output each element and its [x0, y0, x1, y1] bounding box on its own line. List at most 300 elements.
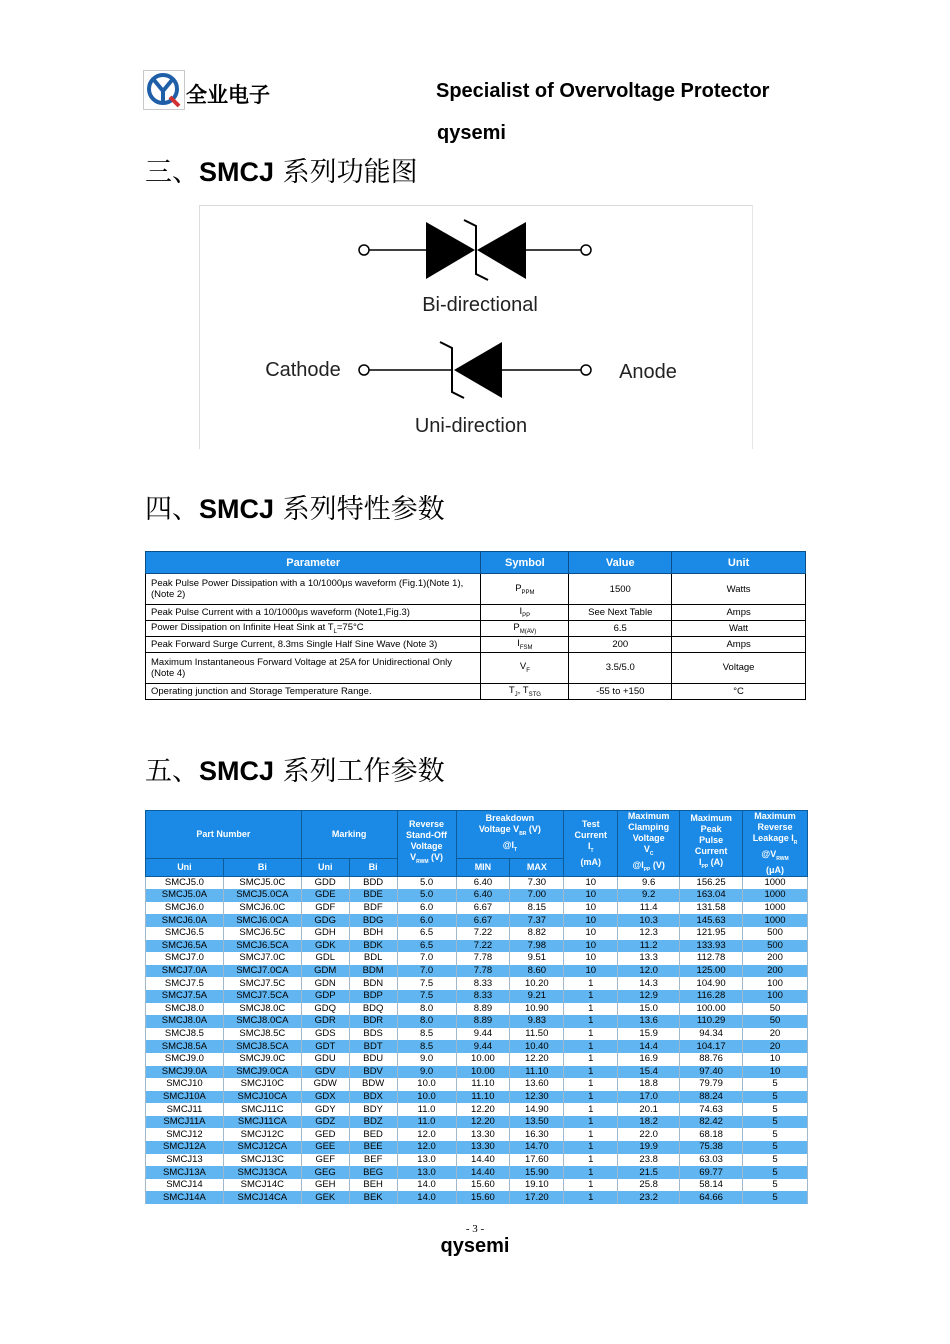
- table-cell: 5: [743, 1179, 808, 1192]
- table-cell: 6.0: [397, 902, 456, 915]
- table-cell: SMCJ12A: [146, 1141, 224, 1154]
- table-row: [146, 652, 806, 683]
- table-cell: GDP: [301, 990, 349, 1003]
- table-cell: 9.44: [456, 1040, 510, 1053]
- table-cell: 13.6: [618, 1015, 680, 1028]
- table-cell: SMCJ6.5A: [146, 940, 224, 953]
- table-cell: 8.89: [456, 1003, 510, 1016]
- symbol-cell: $I_{FSM}$: [481, 636, 569, 652]
- table-cell: 6.5: [397, 940, 456, 953]
- table-cell: 10: [564, 965, 618, 978]
- table-cell: 58.14: [680, 1179, 743, 1192]
- table-cell: 15.9: [618, 1028, 680, 1041]
- section-number: 四、: [145, 494, 199, 525]
- table-cell: SMCJ8.5A: [146, 1040, 224, 1053]
- table-row: [146, 914, 808, 927]
- table-cell: SMCJ7.5CA: [223, 990, 301, 1003]
- table-cell: 200: [743, 965, 808, 978]
- table-cell: SMCJ5.0: [146, 876, 224, 889]
- table-cell: 5: [743, 1103, 808, 1116]
- subheader-max: MAX: [510, 858, 564, 876]
- table-cell: 1: [564, 1191, 618, 1204]
- table-cell: 110.29: [680, 1015, 743, 1028]
- table-row: [146, 902, 808, 915]
- section-title-operating-parameters: [145, 749, 445, 788]
- table-cell: SMCJ13CA: [223, 1166, 301, 1179]
- table-cell: BDE: [349, 889, 397, 902]
- table-cell: 94.34: [680, 1028, 743, 1041]
- table-cell: SMCJ11A: [146, 1116, 224, 1129]
- table-cell: BDV: [349, 1066, 397, 1079]
- table-cell: 104.90: [680, 977, 743, 990]
- table-cell: SMCJ7.5A: [146, 990, 224, 1003]
- column-header-peak-current: Maximum Peak Pulse Current $I_{PP}$ (A): [680, 811, 743, 877]
- table-cell: 13.60: [510, 1078, 564, 1091]
- table-cell: 11.10: [510, 1066, 564, 1079]
- table-cell: 7.22: [456, 940, 510, 953]
- table-cell: 11.0: [397, 1103, 456, 1116]
- table-cell: 6.0: [397, 914, 456, 927]
- table-cell: 10.20: [510, 977, 564, 990]
- table-cell: 1: [564, 1128, 618, 1141]
- table-cell: 5: [743, 1078, 808, 1091]
- table-cell: 10: [564, 927, 618, 940]
- table-cell: 16.30: [510, 1128, 564, 1141]
- table-cell: BDX: [349, 1091, 397, 1104]
- table-cell: SMCJ10C: [223, 1078, 301, 1091]
- table-cell: SMCJ9.0A: [146, 1066, 224, 1079]
- table-cell: 74.63: [680, 1103, 743, 1116]
- table-row: [146, 940, 808, 953]
- table-cell: 131.58: [680, 902, 743, 915]
- table-cell: BEE: [349, 1141, 397, 1154]
- table-cell: 9.83: [510, 1015, 564, 1028]
- table-cell: 9.21: [510, 990, 564, 1003]
- table-cell: 5: [743, 1128, 808, 1141]
- table-cell: GDH: [301, 927, 349, 940]
- table-cell: 25.8: [618, 1179, 680, 1192]
- table-cell: 7.78: [456, 965, 510, 978]
- table-cell: 50: [743, 1003, 808, 1016]
- table-cell: 64.66: [680, 1191, 743, 1204]
- table-cell: BEF: [349, 1154, 397, 1167]
- column-header-breakdown: Breakdown Voltage $V_{BR}$ (V) $@I_T$: [456, 811, 564, 859]
- symbol-cell: $P_{PPM}$: [481, 574, 569, 605]
- param-cell: Maximum Instantaneous Forward Voltage at 25A for Unidirectional Only (Note 4): [146, 652, 481, 683]
- table-cell: 1000: [743, 902, 808, 915]
- operating-parameters-table-wrapper: [145, 810, 808, 1203]
- table-cell: GDF: [301, 902, 349, 915]
- table-cell: 1: [564, 1103, 618, 1116]
- column-header-clamping-voltage: Maximum Clamping Voltage $V_C$ $@I_{PP}$ (V): [618, 811, 680, 877]
- table-cell: BDR: [349, 1015, 397, 1028]
- page-number: - 3 -: [465, 1223, 485, 1235]
- table-cell: 88.24: [680, 1091, 743, 1104]
- table-cell: 500: [743, 927, 808, 940]
- table-cell: SMCJ12: [146, 1128, 224, 1141]
- table-cell: 8.33: [456, 977, 510, 990]
- table-cell: 10: [564, 876, 618, 889]
- table-cell: 23.2: [618, 1191, 680, 1204]
- table-cell: GDX: [301, 1091, 349, 1104]
- table-cell: BDU: [349, 1053, 397, 1066]
- table-cell: SMCJ7.0A: [146, 965, 224, 978]
- table-cell: SMCJ6.0A: [146, 914, 224, 927]
- table-cell: GDR: [301, 1015, 349, 1028]
- table-cell: SMCJ8.0CA: [223, 1015, 301, 1028]
- table-row: [146, 1103, 808, 1116]
- table-cell: 88.76: [680, 1053, 743, 1066]
- table-cell: SMCJ13C: [223, 1154, 301, 1167]
- table-cell: GDG: [301, 914, 349, 927]
- table-cell: SMCJ7.5: [146, 977, 224, 990]
- table-cell: 79.79: [680, 1078, 743, 1091]
- table-cell: 1: [564, 1015, 618, 1028]
- table-cell: 6.40: [456, 876, 510, 889]
- table-cell: 20.1: [618, 1103, 680, 1116]
- table-cell: BDZ: [349, 1116, 397, 1129]
- section-series: SMCJ: [199, 157, 275, 187]
- table-cell: 14.40: [456, 1166, 510, 1179]
- section-title-function-diagram: [145, 150, 418, 189]
- table-cell: SMCJ14CA: [223, 1191, 301, 1204]
- table-cell: 10: [564, 902, 618, 915]
- table-cell: SMCJ11C: [223, 1103, 301, 1116]
- symbol-cell: $P_{M(AV)}$: [481, 620, 569, 636]
- table-row: [146, 1154, 808, 1167]
- table-cell: GEH: [301, 1179, 349, 1192]
- table-cell: BEG: [349, 1166, 397, 1179]
- column-header-marking: Marking: [301, 811, 397, 859]
- table-cell: 68.18: [680, 1128, 743, 1141]
- table-cell: BDK: [349, 940, 397, 953]
- table-cell: 7.37: [510, 914, 564, 927]
- table-cell: 156.25: [680, 876, 743, 889]
- table-cell: SMCJ8.0C: [223, 1003, 301, 1016]
- table-cell: 13.30: [456, 1141, 510, 1154]
- table-cell: 8.15: [510, 902, 564, 915]
- table-cell: SMCJ7.0CA: [223, 965, 301, 978]
- value-cell: See Next Table: [569, 605, 672, 621]
- table-cell: BDQ: [349, 1003, 397, 1016]
- table-cell: 10: [564, 952, 618, 965]
- table-cell: 8.60: [510, 965, 564, 978]
- table-cell: 121.95: [680, 927, 743, 940]
- table-cell: 5.0: [397, 889, 456, 902]
- table-cell: 1: [564, 1091, 618, 1104]
- table-row: [146, 1078, 808, 1091]
- bidirectional-label: Bi-directional: [422, 294, 538, 316]
- value-cell: 1500: [569, 574, 672, 605]
- column-header-test-current: Test Current $I_T$ (mA): [564, 811, 618, 877]
- table-cell: 12.20: [456, 1103, 510, 1116]
- table-cell: GEK: [301, 1191, 349, 1204]
- table-cell: BEH: [349, 1179, 397, 1192]
- table-cell: 9.0: [397, 1053, 456, 1066]
- table-cell: 19.9: [618, 1141, 680, 1154]
- table-cell: SMCJ13: [146, 1154, 224, 1167]
- table-cell: 13.30: [456, 1128, 510, 1141]
- table-cell: SMCJ7.0: [146, 952, 224, 965]
- table-cell: 104.17: [680, 1040, 743, 1053]
- table-cell: 1: [564, 1179, 618, 1192]
- table-cell: 15.60: [456, 1179, 510, 1192]
- table-cell: 100.00: [680, 1003, 743, 1016]
- table-row: [146, 1179, 808, 1192]
- table-cell: BDL: [349, 952, 397, 965]
- section-number: 三、: [145, 157, 199, 188]
- table-cell: SMCJ12CA: [223, 1141, 301, 1154]
- table-cell: SMCJ6.5: [146, 927, 224, 940]
- subheader-min: MIN: [456, 858, 510, 876]
- table-cell: 9.6: [618, 876, 680, 889]
- table-cell: 5.0: [397, 876, 456, 889]
- table-cell: 1: [564, 1040, 618, 1053]
- table-cell: 8.0: [397, 1003, 456, 1016]
- table-cell: 12.0: [397, 1141, 456, 1154]
- table-row: [146, 1141, 808, 1154]
- table-cell: 5: [743, 1116, 808, 1129]
- table-cell: 17.20: [510, 1191, 564, 1204]
- table-cell: SMCJ14C: [223, 1179, 301, 1192]
- table-cell: 17.0: [618, 1091, 680, 1104]
- table-cell: 10.40: [510, 1040, 564, 1053]
- table-cell: SMCJ9.0: [146, 1053, 224, 1066]
- table-row: [146, 1128, 808, 1141]
- section-label: 系列特性参数: [274, 494, 445, 525]
- unit-cell: Amps: [672, 636, 806, 652]
- table-cell: 10.0: [397, 1078, 456, 1091]
- param-cell: Operating junction and Storage Temperature Range.: [146, 683, 481, 699]
- table-cell: SMCJ5.0C: [223, 876, 301, 889]
- symbol-cell: $V_F$: [481, 652, 569, 683]
- table-row: [146, 1166, 808, 1179]
- table-cell: 10: [564, 940, 618, 953]
- table-cell: 12.30: [510, 1091, 564, 1104]
- table-row: [146, 889, 808, 902]
- table-cell: SMCJ5.0A: [146, 889, 224, 902]
- value-cell: 6.5: [569, 620, 672, 636]
- table-cell: 82.42: [680, 1116, 743, 1129]
- table-cell: 63.03: [680, 1154, 743, 1167]
- table-cell: 21.5: [618, 1166, 680, 1179]
- table-cell: 9.51: [510, 952, 564, 965]
- subheader-marking-bi: Bi: [349, 858, 397, 876]
- value-cell: 3.5/5.0: [569, 652, 672, 683]
- table-cell: 12.0: [618, 965, 680, 978]
- table-cell: 9.2: [618, 889, 680, 902]
- symbol-cell: $I_{PP}$: [481, 605, 569, 621]
- table-cell: 1: [564, 1116, 618, 1129]
- table-cell: 1000: [743, 876, 808, 889]
- table-row: [146, 1191, 808, 1204]
- table-cell: 20: [743, 1040, 808, 1053]
- table-cell: 1: [564, 1053, 618, 1066]
- table-row: [146, 990, 808, 1003]
- subheader-bi: Bi: [223, 858, 301, 876]
- table-cell: BDY: [349, 1103, 397, 1116]
- section-title-characteristics: [145, 487, 445, 526]
- table-cell: BDS: [349, 1028, 397, 1041]
- table-cell: GDY: [301, 1103, 349, 1116]
- table-cell: SMCJ6.0C: [223, 902, 301, 915]
- table-cell: BDT: [349, 1040, 397, 1053]
- characteristics-table: [145, 551, 806, 700]
- table-cell: 1: [564, 1028, 618, 1041]
- table-cell: 15.0: [618, 1003, 680, 1016]
- column-header: Value: [569, 552, 672, 574]
- table-cell: GDV: [301, 1066, 349, 1079]
- table-row: [146, 1091, 808, 1104]
- table-cell: 11.10: [456, 1091, 510, 1104]
- table-cell: 12.0: [397, 1128, 456, 1141]
- table-row: [146, 683, 806, 699]
- table-cell: 12.9: [618, 990, 680, 1003]
- table-cell: SMCJ8.0A: [146, 1015, 224, 1028]
- table-cell: 10.0: [397, 1091, 456, 1104]
- table-cell: 8.0: [397, 1015, 456, 1028]
- table-cell: 163.04: [680, 889, 743, 902]
- table-cell: 7.30: [510, 876, 564, 889]
- table-cell: 5: [743, 1141, 808, 1154]
- table-cell: 7.5: [397, 977, 456, 990]
- table-cell: 100: [743, 977, 808, 990]
- param-cell: Peak Forward Surge Current, 8.3ms Single Half Sine Wave (Note 3): [146, 636, 481, 652]
- column-header-part-number: Part Number: [146, 811, 302, 859]
- table-cell: SMCJ7.5C: [223, 977, 301, 990]
- table-cell: 13.0: [397, 1154, 456, 1167]
- table-row: [146, 1066, 808, 1079]
- column-header-leakage: Maximum Reverse Leakage $I_R$ $@V_{RWM}$ (μA): [743, 811, 808, 877]
- param-cell: Peak Pulse Current with a 10/1000μs waveform (Note1,Fig.3): [146, 605, 481, 621]
- table-cell: 22.0: [618, 1128, 680, 1141]
- table-cell: 18.8: [618, 1078, 680, 1091]
- table-cell: 125.00: [680, 965, 743, 978]
- table-cell: 10: [743, 1066, 808, 1079]
- table-cell: GEF: [301, 1154, 349, 1167]
- table-row: [146, 1028, 808, 1041]
- table-cell: 1: [564, 1003, 618, 1016]
- table-cell: 6.67: [456, 914, 510, 927]
- unidirectional-label: Uni-direction: [414, 415, 528, 437]
- table-cell: GDS: [301, 1028, 349, 1041]
- table-cell: 13.50: [510, 1116, 564, 1129]
- table-row: [146, 605, 806, 621]
- table-cell: 8.5: [397, 1028, 456, 1041]
- operating-parameters-table: [145, 810, 808, 1204]
- section-series: SMCJ: [199, 494, 275, 524]
- table-cell: 13.3: [618, 952, 680, 965]
- table-cell: GDE: [301, 889, 349, 902]
- table-cell: 14.90: [510, 1103, 564, 1116]
- table-cell: 10: [564, 914, 618, 927]
- table-cell: 6.67: [456, 902, 510, 915]
- table-cell: SMCJ11CA: [223, 1116, 301, 1129]
- table-cell: 20: [743, 1028, 808, 1041]
- company-tagline: Specialist of Overvoltage Protector: [436, 80, 770, 102]
- table-cell: 14.0: [397, 1191, 456, 1204]
- table-cell: 97.40: [680, 1066, 743, 1079]
- table-cell: GDQ: [301, 1003, 349, 1016]
- table-cell: 7.0: [397, 952, 456, 965]
- table-cell: BDD: [349, 876, 397, 889]
- table-cell: 10.3: [618, 914, 680, 927]
- table-cell: SMCJ14A: [146, 1191, 224, 1204]
- table-cell: 1: [564, 977, 618, 990]
- bidirectional-symbol: [359, 220, 591, 280]
- table-cell: 1: [564, 1078, 618, 1091]
- table-cell: BDG: [349, 914, 397, 927]
- table-cell: 15.4: [618, 1066, 680, 1079]
- table-cell: 8.89: [456, 1015, 510, 1028]
- table-cell: 9.44: [456, 1028, 510, 1041]
- table-cell: SMCJ9.0CA: [223, 1066, 301, 1079]
- table-cell: 1000: [743, 889, 808, 902]
- table-cell: 14.4: [618, 1040, 680, 1053]
- table-cell: 10.00: [456, 1053, 510, 1066]
- table-cell: 200: [743, 952, 808, 965]
- table-cell: GDZ: [301, 1116, 349, 1129]
- table-cell: 145.63: [680, 914, 743, 927]
- table-cell: GDU: [301, 1053, 349, 1066]
- table-cell: 7.22: [456, 927, 510, 940]
- table-cell: BDP: [349, 990, 397, 1003]
- tvs-symbol-diagram: [199, 205, 753, 449]
- table-cell: 75.38: [680, 1141, 743, 1154]
- table-row: [146, 1003, 808, 1016]
- table-cell: SMCJ6.5C: [223, 927, 301, 940]
- table-cell: 1: [564, 1166, 618, 1179]
- table-row: [146, 1040, 808, 1053]
- table-cell: SMCJ14: [146, 1179, 224, 1192]
- table-cell: 6.5: [397, 927, 456, 940]
- subheader-uni: Uni: [146, 858, 224, 876]
- table-cell: 10: [743, 1053, 808, 1066]
- subheader-marking-uni: Uni: [301, 858, 349, 876]
- column-header: Parameter: [146, 552, 481, 574]
- table-cell: GDN: [301, 977, 349, 990]
- table-cell: 6.40: [456, 889, 510, 902]
- section-series: SMCJ: [199, 756, 275, 786]
- section-number: 五、: [145, 756, 199, 787]
- table-row: [146, 927, 808, 940]
- table-cell: 10.90: [510, 1003, 564, 1016]
- cathode-label: Cathode: [265, 359, 341, 381]
- table-cell: 112.78: [680, 952, 743, 965]
- table-cell: SMCJ13A: [146, 1166, 224, 1179]
- table-cell: 14.70: [510, 1141, 564, 1154]
- table-cell: SMCJ10: [146, 1078, 224, 1091]
- table-cell: 11.4: [618, 902, 680, 915]
- table-cell: 1: [564, 1154, 618, 1167]
- table-cell: GEE: [301, 1141, 349, 1154]
- table-cell: SMCJ8.0: [146, 1003, 224, 1016]
- table-cell: 14.40: [456, 1154, 510, 1167]
- table-cell: 19.10: [510, 1179, 564, 1192]
- table-cell: 15.60: [456, 1191, 510, 1204]
- unit-cell: Watts: [672, 574, 806, 605]
- table-cell: GDK: [301, 940, 349, 953]
- anode-label: Anode: [619, 361, 677, 383]
- footer-brand: qysemi: [440, 1235, 510, 1257]
- table-row: [146, 1015, 808, 1028]
- unidirectional-symbol: [359, 342, 591, 398]
- table-cell: 7.0: [397, 965, 456, 978]
- table-cell: 23.8: [618, 1154, 680, 1167]
- table-cell: 1: [564, 1066, 618, 1079]
- table-cell: GDT: [301, 1040, 349, 1053]
- column-header: Symbol: [481, 552, 569, 574]
